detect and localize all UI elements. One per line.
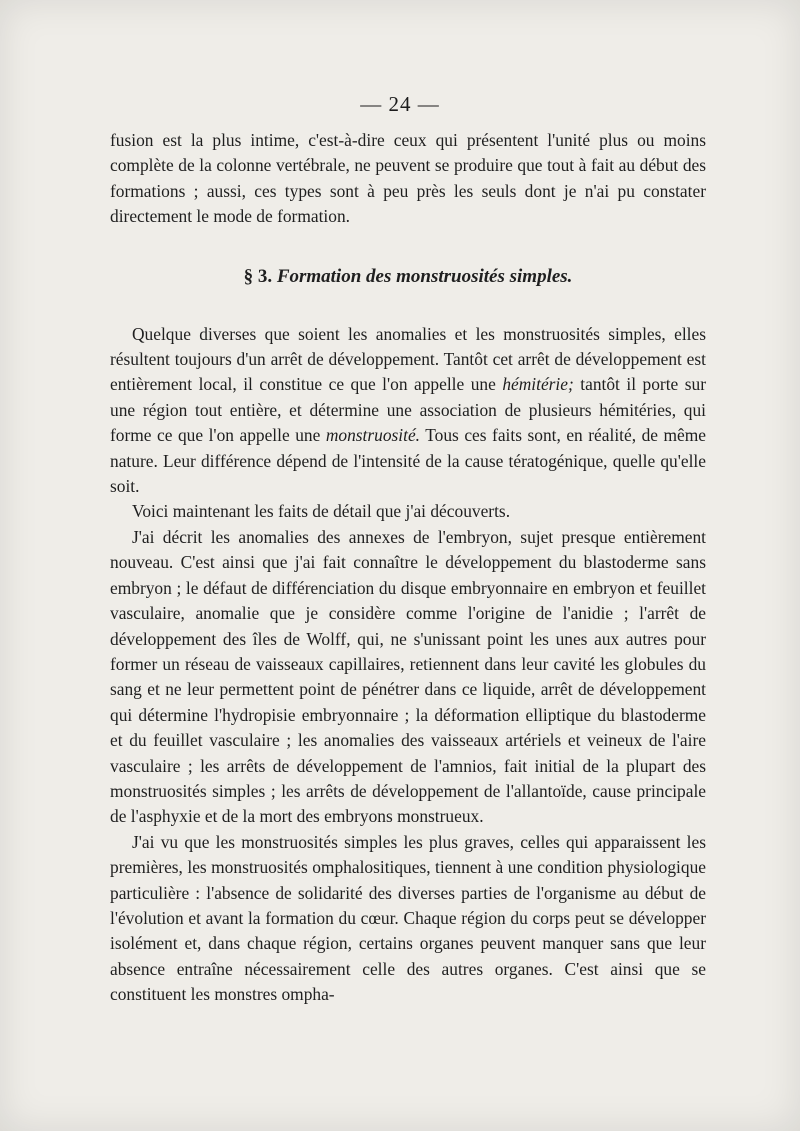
paragraph-text: Quelque diverses que soient les anomalies et les monstruosités simples, elles résultent toujours d'un arrêt de développement. Tantôt cet arrêt de développement est entièrement local, il constitue ce que l'on appelle une [110, 323, 706, 395]
paragraph-continued: fusion est la plus intime, c'est-à-dire ceux qui présentent l'unité plus ou moins complète de la colonne vertébrale, ne peuvent se produire que tout à fait au début des formations ; aussi, ces types sont à peu près les seuls dont je n'ai pu constater directement le mode de formation. [110, 130, 706, 227]
paragraph-arret-developpement [110, 322, 706, 500]
paragraph-omphalositiques: J'ai vu que les monstruosités simples les plus graves, celles qui apparaissent les premières, les monstruosités omphalositiques, tiennent à une condition physiologique particulière : l'absence de solidarité des diverses parties de l'organisme au début de l'évolution et avant la formation du cœur. Chaque région du corps peut se développer isolément et, dans chaque région, certains organes peuvent manquer sans que leur absence entraîne nécessairement celle des autres organes. C'est ainsi que se constituent les monstres ompha- [110, 831, 706, 1005]
term-hemiterie: hémitérie; [502, 374, 574, 395]
page-number: — 24 — [360, 92, 440, 116]
paragraph-text: tantôt il porte sur une région tout entière, et détermine une association de plusieurs hémitéries, qui forme ce que l'on appelle une [110, 374, 706, 446]
section-number: § 3. [243, 265, 273, 287]
section-title: Formation des monstruosités simples. [276, 265, 573, 287]
section-heading [110, 264, 706, 290]
paragraph-text: Tous ces faits sont, en réalité, de même nature. Leur différence dépend de l'intensité de la cause tératogénique, quelle qu'elle soit. [110, 425, 706, 497]
paragraph-faits-detail: Voici maintenant les faits de détail que j'ai découverts. [132, 501, 511, 522]
body-text [110, 128, 706, 1008]
paragraph-anomalies-annexes: J'ai décrit les anomalies des annexes de l'embryon, sujet presque entièrement nouveau. C'est ainsi que j'ai fait connaître le développement du blastoderme sans embryon ; le défaut de différenciation du disque embryonnaire en embryon et feuillet vasculaire, anomalie que je considère comme l'origine de l'anidie ; l'arrêt de développement des îles de Wolff, qui, ne s'unissant point les unes aux autres pour former un réseau de vaisseaux capillaires, retiennent dans leur cavité les globules du sang et ne leur permettent point de pénétrer dans ce liquide, arrêt de développement qui détermine l'hydropisie embryonnaire ; la déformation elliptique du blastoderme et du feuillet vasculaire ; les anomalies des vaisseaux artériels et veineux de l'aire vasculaire ; les arrêts de développement de l'amnios, fait initial de la plupart des monstruosités simples ; les arrêts de développement de l'allantoïde, cause principale de l'asphyxie et de la mort des embryons monstrueux. [110, 526, 706, 827]
term-monstruosite: monstruosité. [325, 425, 421, 446]
